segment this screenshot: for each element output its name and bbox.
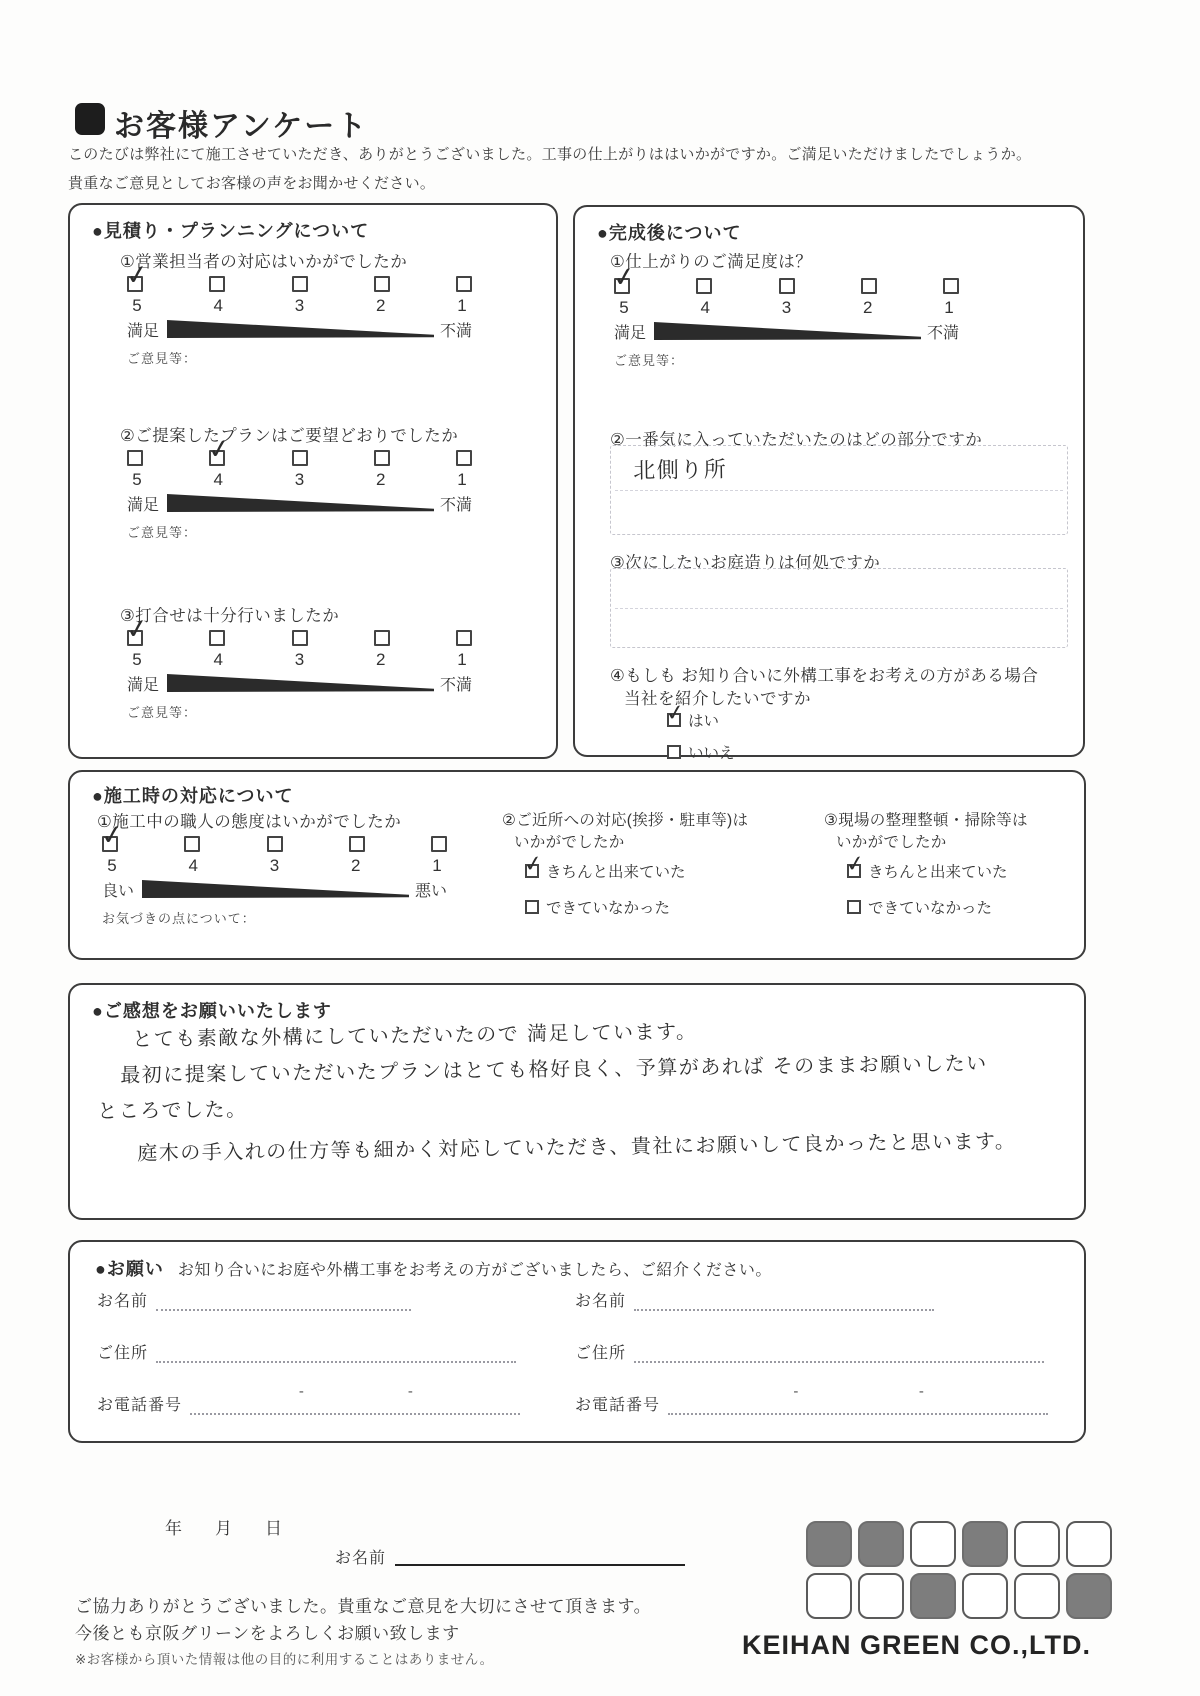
completion-q1-label: ①仕上がりのご満足度は？: [610, 253, 813, 271]
checkbox-1[interactable]: [456, 276, 472, 292]
scale-left-label: 満足: [614, 324, 647, 342]
planning-section-title: ●見積り・プランニングについて: [92, 221, 370, 241]
scale-numbers: 5 4 3 2 1: [132, 470, 467, 489]
completion-q4-label-line2: 当社を紹介したいですか: [624, 690, 811, 708]
name-label: お名前: [97, 1293, 149, 1310]
checkbox-3[interactable]: [292, 450, 308, 466]
comment-label: ご意見等：: [127, 351, 198, 366]
referral-section-subtitle: お知り合いにお庭や外構工事をお考えの方がございましたら、ご紹介ください。: [177, 1262, 772, 1279]
referral-section: [68, 1240, 1086, 1443]
scale-numbers: 5 4 3 2 1: [107, 856, 442, 875]
checkbox-4[interactable]: [184, 836, 200, 852]
checkbox-2[interactable]: [374, 450, 390, 466]
checkbox-3[interactable]: [267, 836, 283, 852]
intro-line-1: このたびは弊社にて施工させていただき、ありがとうございました。工事の仕上がりははいかがですか。ご満足いただけましたでしょうか。: [68, 146, 1032, 163]
checkbox-1[interactable]: [431, 836, 447, 852]
scale-numbers: 5 4 3 2 1: [619, 298, 954, 317]
impressions-handwriting-line2: 最初に提案していただいたプランはとても格好良く、予算があれば そのままお願いしたい: [120, 1050, 988, 1087]
page-title: お客様アンケート: [114, 110, 369, 143]
completion-section-title: ●完成後について: [597, 223, 742, 243]
phone-input-line[interactable]: [668, 1383, 1048, 1415]
satisfaction-wedge: [167, 674, 434, 692]
privacy-note: ※お客様から頂いた情報は他の目的に利用することはありません。: [75, 1652, 494, 1667]
scale-right-label: 悪い: [414, 882, 447, 900]
yes-label: はい: [688, 713, 720, 730]
checkbox-3[interactable]: [292, 276, 308, 292]
checkbox-4[interactable]: [209, 276, 225, 292]
phone-separator: -: [407, 1383, 413, 1400]
completion-section: [573, 205, 1085, 762]
logo-square: [806, 1573, 852, 1619]
address-label: ご住所: [97, 1345, 149, 1362]
logo-square: [910, 1573, 956, 1619]
no-label: いいえ: [688, 745, 735, 762]
logo-square: [806, 1521, 852, 1567]
impressions-handwriting-line3: ところでした。: [97, 1096, 248, 1123]
referral-section-title: ●お願い: [95, 1259, 164, 1279]
not-done-label: できていなかった: [868, 900, 993, 917]
scale-numbers: 5 4 3 2 1: [132, 296, 467, 315]
checkbox-5[interactable]: [127, 276, 143, 292]
name-input-line[interactable]: [634, 1291, 934, 1311]
thanks-line-2: 今後とも京阪グリーンをよろしくお願い致します: [75, 1624, 460, 1643]
completion-q1-rating: [614, 278, 959, 369]
checkbox-2[interactable]: [861, 278, 877, 294]
construction-section-title: ●施工時の対応について: [92, 786, 294, 806]
logo-square: [962, 1573, 1008, 1619]
construction-q2-label-line1: ②ご近所への対応(挨拶・駐車等)は: [502, 812, 749, 829]
phone-label: お電話番号: [97, 1397, 183, 1414]
phone-separator: -: [298, 1383, 304, 1400]
phone-separator: -: [793, 1383, 799, 1400]
completion-q2-answer-handwriting: 北側り所: [633, 457, 728, 484]
phone-label: お電話番号: [575, 1397, 661, 1414]
construction-q2-label-line2: いかがでしたか: [514, 834, 625, 851]
done-checkbox[interactable]: [847, 864, 861, 878]
planning-q2-label: ②ご提案したプランはご要望どおりでしたか: [120, 427, 459, 445]
intro-line-2: 貴重なご意見としてお客様の声をお聞かせください。: [68, 175, 436, 192]
title-square-icon: [75, 103, 105, 135]
not-done-checkbox[interactable]: [847, 900, 861, 914]
satisfaction-wedge: [167, 494, 434, 512]
impressions-handwriting-line4: 庭木の手入れの仕方等も細かく対応していただき、貴社にお願いして良かったと思います。: [137, 1128, 1017, 1165]
checkbox-4[interactable]: [696, 278, 712, 294]
planning-q1-rating: [127, 276, 472, 367]
construction-q1-rating: [102, 836, 447, 927]
logo-square: [910, 1521, 956, 1567]
answer-ruled-line: [615, 608, 1063, 609]
thanks-line-1: ご協力ありがとうございました。貴重なご意見を大切にさせて頂きます。: [75, 1597, 652, 1616]
satisfaction-wedge: [167, 320, 434, 338]
checkbox-5[interactable]: [102, 836, 118, 852]
checkbox-5[interactable]: [127, 450, 143, 466]
scale-right-label: 不満: [439, 676, 472, 694]
planning-q3-label: ③打合せは十分行いましたか: [120, 607, 340, 625]
satisfaction-wedge: [142, 880, 409, 898]
address-input-line[interactable]: [156, 1343, 516, 1363]
scale-right-label: 不満: [439, 322, 472, 340]
scale-left-label: 満足: [127, 496, 160, 514]
completion-q2-label: ②一番気に入っていただいたのはどの部分ですか: [610, 431, 983, 449]
construction-q1-label: ①施工中の職人の態度はいかがでしたか: [97, 813, 402, 831]
company-logo-grid: [806, 1521, 1112, 1619]
logo-square: [962, 1521, 1008, 1567]
done-checkbox[interactable]: [525, 864, 539, 878]
completion-q3-answer-area[interactable]: [610, 568, 1068, 648]
checkbox-3[interactable]: [779, 278, 795, 294]
checkbox-1[interactable]: [456, 630, 472, 646]
scale-numbers: 5 4 3 2 1: [132, 650, 467, 669]
checkbox-2[interactable]: [349, 836, 365, 852]
checkbox-1[interactable]: [943, 278, 959, 294]
checkbox-1[interactable]: [456, 450, 472, 466]
not-done-checkbox[interactable]: [525, 900, 539, 914]
yes-checkbox[interactable]: [667, 713, 681, 727]
impressions-section: [68, 983, 1086, 1220]
construction-q3-label-line1: ③現場の整理整頓・掃除等は: [824, 812, 1028, 829]
logo-square: [1014, 1521, 1060, 1567]
answer-ruled-line: [615, 490, 1063, 491]
completion-q4-label-line1: ④もしも お知り合いに外構工事をお考えの方がある場合: [610, 667, 1039, 685]
logo-square: [858, 1521, 904, 1567]
comment-label: ご意見等：: [127, 525, 198, 540]
no-checkbox[interactable]: [667, 745, 681, 759]
logo-square: [1066, 1521, 1112, 1567]
comment-label: お気づきの点について：: [102, 911, 256, 926]
name-label: お名前: [575, 1293, 627, 1310]
phone-separator: -: [918, 1383, 924, 1400]
scale-left-label: 良い: [102, 882, 135, 900]
checkbox-4[interactable]: [209, 450, 225, 466]
scale-left-label: 満足: [127, 322, 160, 340]
date-fields[interactable]: 年 月 日: [165, 1519, 290, 1538]
construction-q3-label-line2: いかがでしたか: [836, 834, 947, 851]
signature-name-label: お名前: [335, 1550, 387, 1567]
name-input-line[interactable]: [156, 1291, 411, 1311]
address-label: ご住所: [575, 1345, 627, 1362]
company-name: KEIHAN GREEN CO.,LTD.: [742, 1630, 1092, 1660]
comment-label: ご意見等：: [614, 353, 685, 368]
completion-q2-answer-area[interactable]: [610, 445, 1068, 535]
completion-q3-label: ③次にしたいお庭造りは何処ですか: [610, 554, 881, 572]
satisfaction-wedge: [654, 322, 921, 340]
done-label: きちんと出来ていた: [868, 864, 1008, 881]
address-input-line[interactable]: [634, 1343, 1044, 1363]
not-done-label: できていなかった: [546, 900, 671, 917]
impressions-section-title: ●ご感想をお願いいたします: [92, 1001, 332, 1021]
checkbox-4[interactable]: [209, 630, 225, 646]
checkbox-5[interactable]: [614, 278, 630, 294]
construction-section: [68, 770, 1086, 960]
checkbox-3[interactable]: [292, 630, 308, 646]
checkbox-2[interactable]: [374, 276, 390, 292]
scale-right-label: 不満: [439, 496, 472, 514]
logo-square: [1014, 1573, 1060, 1619]
signature-name-line[interactable]: [395, 1536, 685, 1566]
done-label: きちんと出来ていた: [546, 864, 686, 881]
planning-section: [68, 203, 558, 759]
impressions-handwriting-line1: とても素敵な外構にしていただいたので 満足しています。: [132, 1019, 698, 1051]
checkbox-2[interactable]: [374, 630, 390, 646]
logo-square: [1066, 1573, 1112, 1619]
checkbox-5[interactable]: [127, 630, 143, 646]
planning-q2-rating: [127, 450, 472, 541]
logo-square: [858, 1573, 904, 1619]
planning-q1-label: ①営業担当者の対応はいかがでしたか: [120, 253, 408, 271]
planning-q3-rating: [127, 630, 472, 721]
scale-left-label: 満足: [127, 676, 160, 694]
comment-label: ご意見等：: [127, 705, 198, 720]
phone-input-line[interactable]: [190, 1383, 520, 1415]
scale-right-label: 不満: [926, 324, 959, 342]
